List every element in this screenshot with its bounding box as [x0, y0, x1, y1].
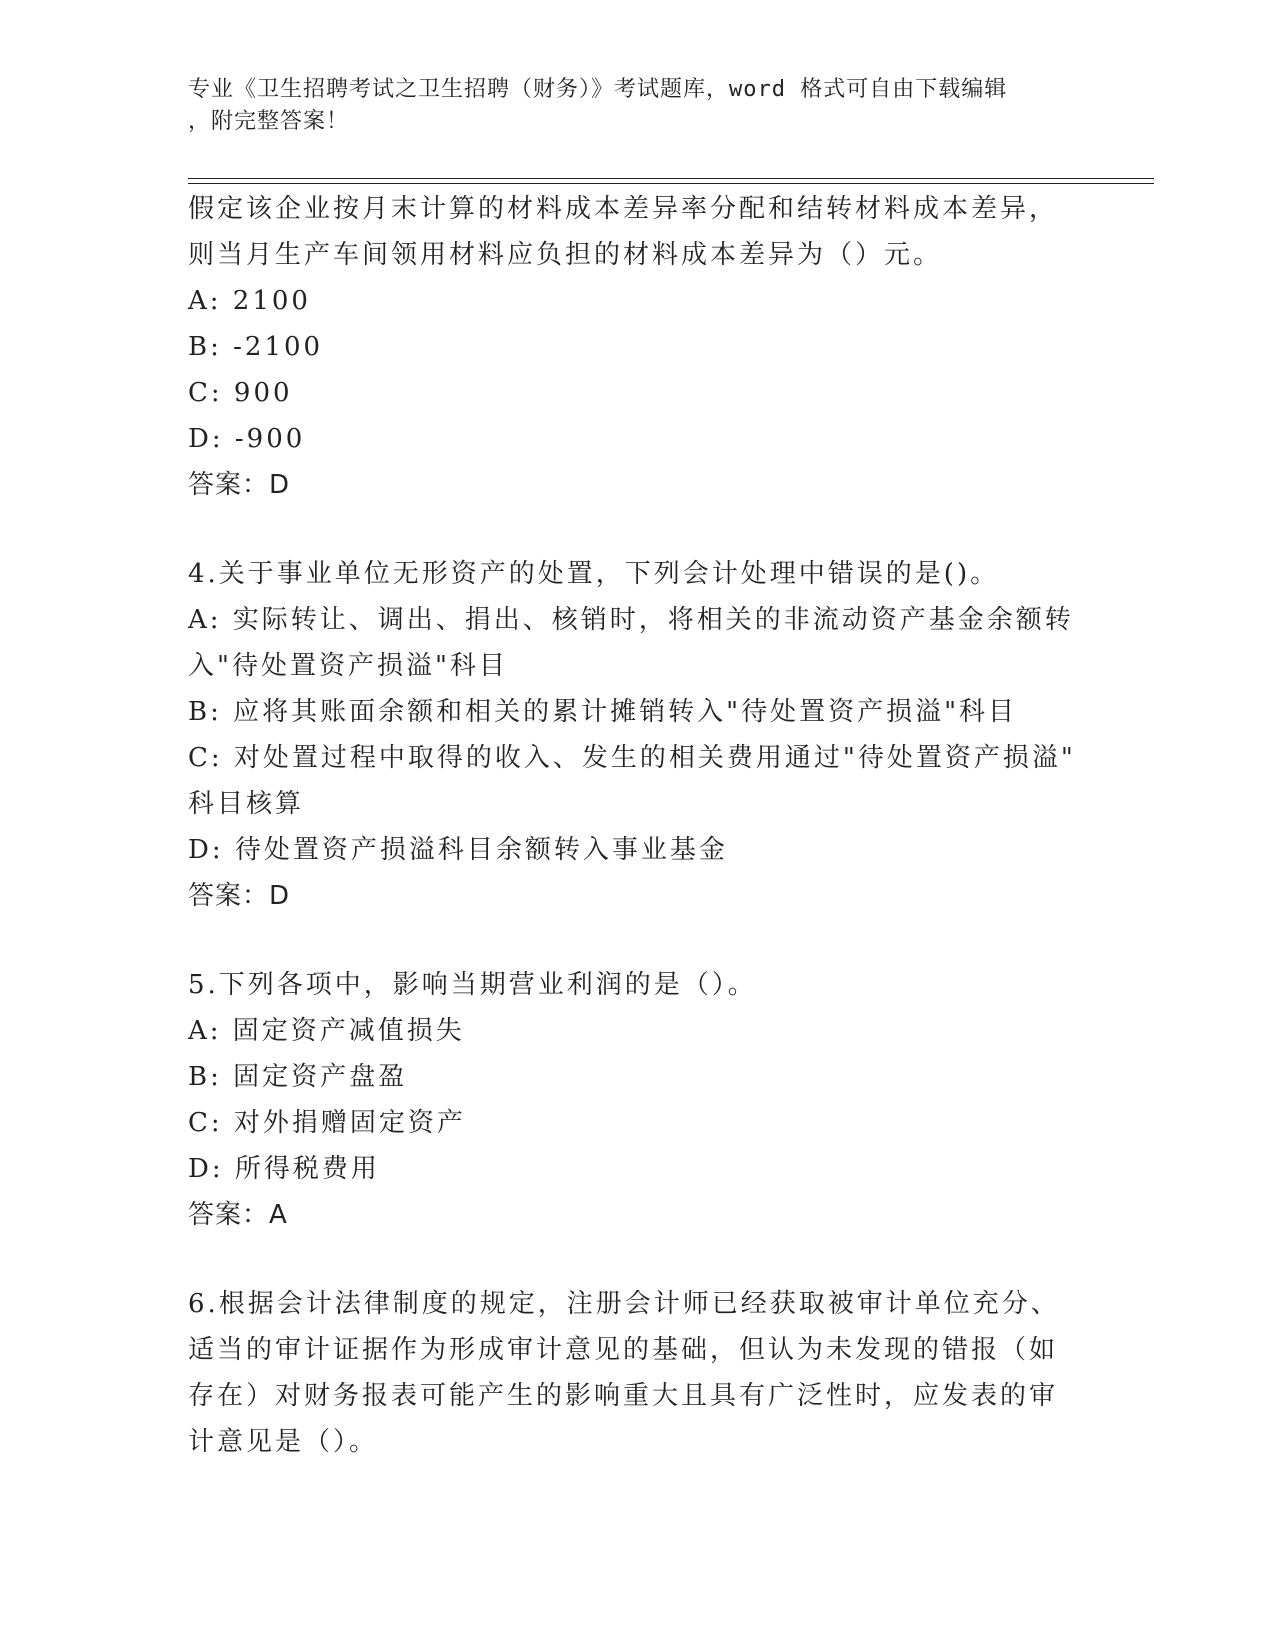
question-5-stem: 5.下列各项中，影响当期营业利润的是（）。 — [188, 970, 757, 1000]
header-divider-bottom — [188, 183, 1154, 184]
question-5-option-b: B: 固定资产盘盈 — [188, 1062, 408, 1092]
question-5-answer: 答案：A — [188, 1200, 288, 1230]
question-4 — [188, 551, 1088, 919]
spacer — [188, 919, 1088, 962]
question-5-option-c: C: 对外捐赠固定资产 — [188, 1108, 466, 1138]
question-6 — [188, 1281, 1088, 1465]
question-5 — [188, 962, 1088, 1238]
question-4-answer: 答案：D — [188, 881, 291, 911]
question-4-option-c-line-1: C: 对处置过程中取得的收入、发生的相关费用通过"待处置资产损溢" — [188, 743, 1076, 773]
spacer — [188, 1238, 1088, 1281]
header-divider-top — [188, 178, 1154, 179]
document-header — [188, 74, 1088, 138]
question-3-answer: 答案：D — [188, 470, 291, 500]
question-3-stem-line-2: 则当月生产车间领用材料应负担的材料成本差异为（）元。 — [188, 240, 943, 270]
question-3-option-a: A: 2100 — [188, 286, 311, 316]
question-3-option-d: D: -900 — [188, 424, 306, 454]
question-4-stem: 4.关于事业单位无形资产的处置，下列会计处理中错误的是()。 — [188, 559, 1000, 589]
question-6-stem-line-2: 适当的审计证据作为形成审计意见的基础，但认为未发现的错报（如 — [188, 1335, 1059, 1365]
question-6-stem-line-3: 存在）对财务报表可能产生的影响重大且具有广泛性时，应发表的审 — [188, 1381, 1059, 1411]
header-line-1: 专业《卫生招聘考试之卫生招聘（财务）》考试题库，word 格式可自由下载编辑 — [188, 77, 1008, 102]
question-3-stem-line-1: 假定该企业按月末计算的材料成本差异率分配和结转材料成本差异， — [188, 194, 1059, 224]
question-4-option-d: D: 待处置资产损溢科目余额转入事业基金 — [188, 835, 728, 865]
question-6-stem-line-1: 6.根据会计法律制度的规定，注册会计师已经获取被审计单位充分、 — [188, 1289, 1060, 1319]
header-line-2: ，附完整答案！ — [188, 109, 350, 134]
question-4-option-a-line-1: A: 实际转让、调出、捐出、核销时，将相关的非流动资产基金余额转 — [188, 605, 1074, 635]
question-list — [188, 186, 1088, 1465]
spacer — [188, 508, 1088, 551]
question-3-option-c: C: 900 — [188, 378, 293, 408]
question-4-option-c-line-2: 科目核算 — [188, 789, 305, 819]
question-4-option-b: B: 应将其账面余额和相关的累计摊销转入"待处置资产损溢"科目 — [188, 697, 1018, 727]
question-3-option-b: B: -2100 — [188, 332, 324, 362]
question-4-option-a-line-2: 入"待处置资产损溢"科目 — [188, 651, 508, 681]
question-6-stem-line-4: 计意见是（）。 — [188, 1427, 379, 1457]
question-5-option-a: A: 固定资产减值损失 — [188, 1016, 465, 1046]
question-3 — [188, 186, 1088, 508]
question-5-option-d: D: 所得税费用 — [188, 1154, 380, 1184]
